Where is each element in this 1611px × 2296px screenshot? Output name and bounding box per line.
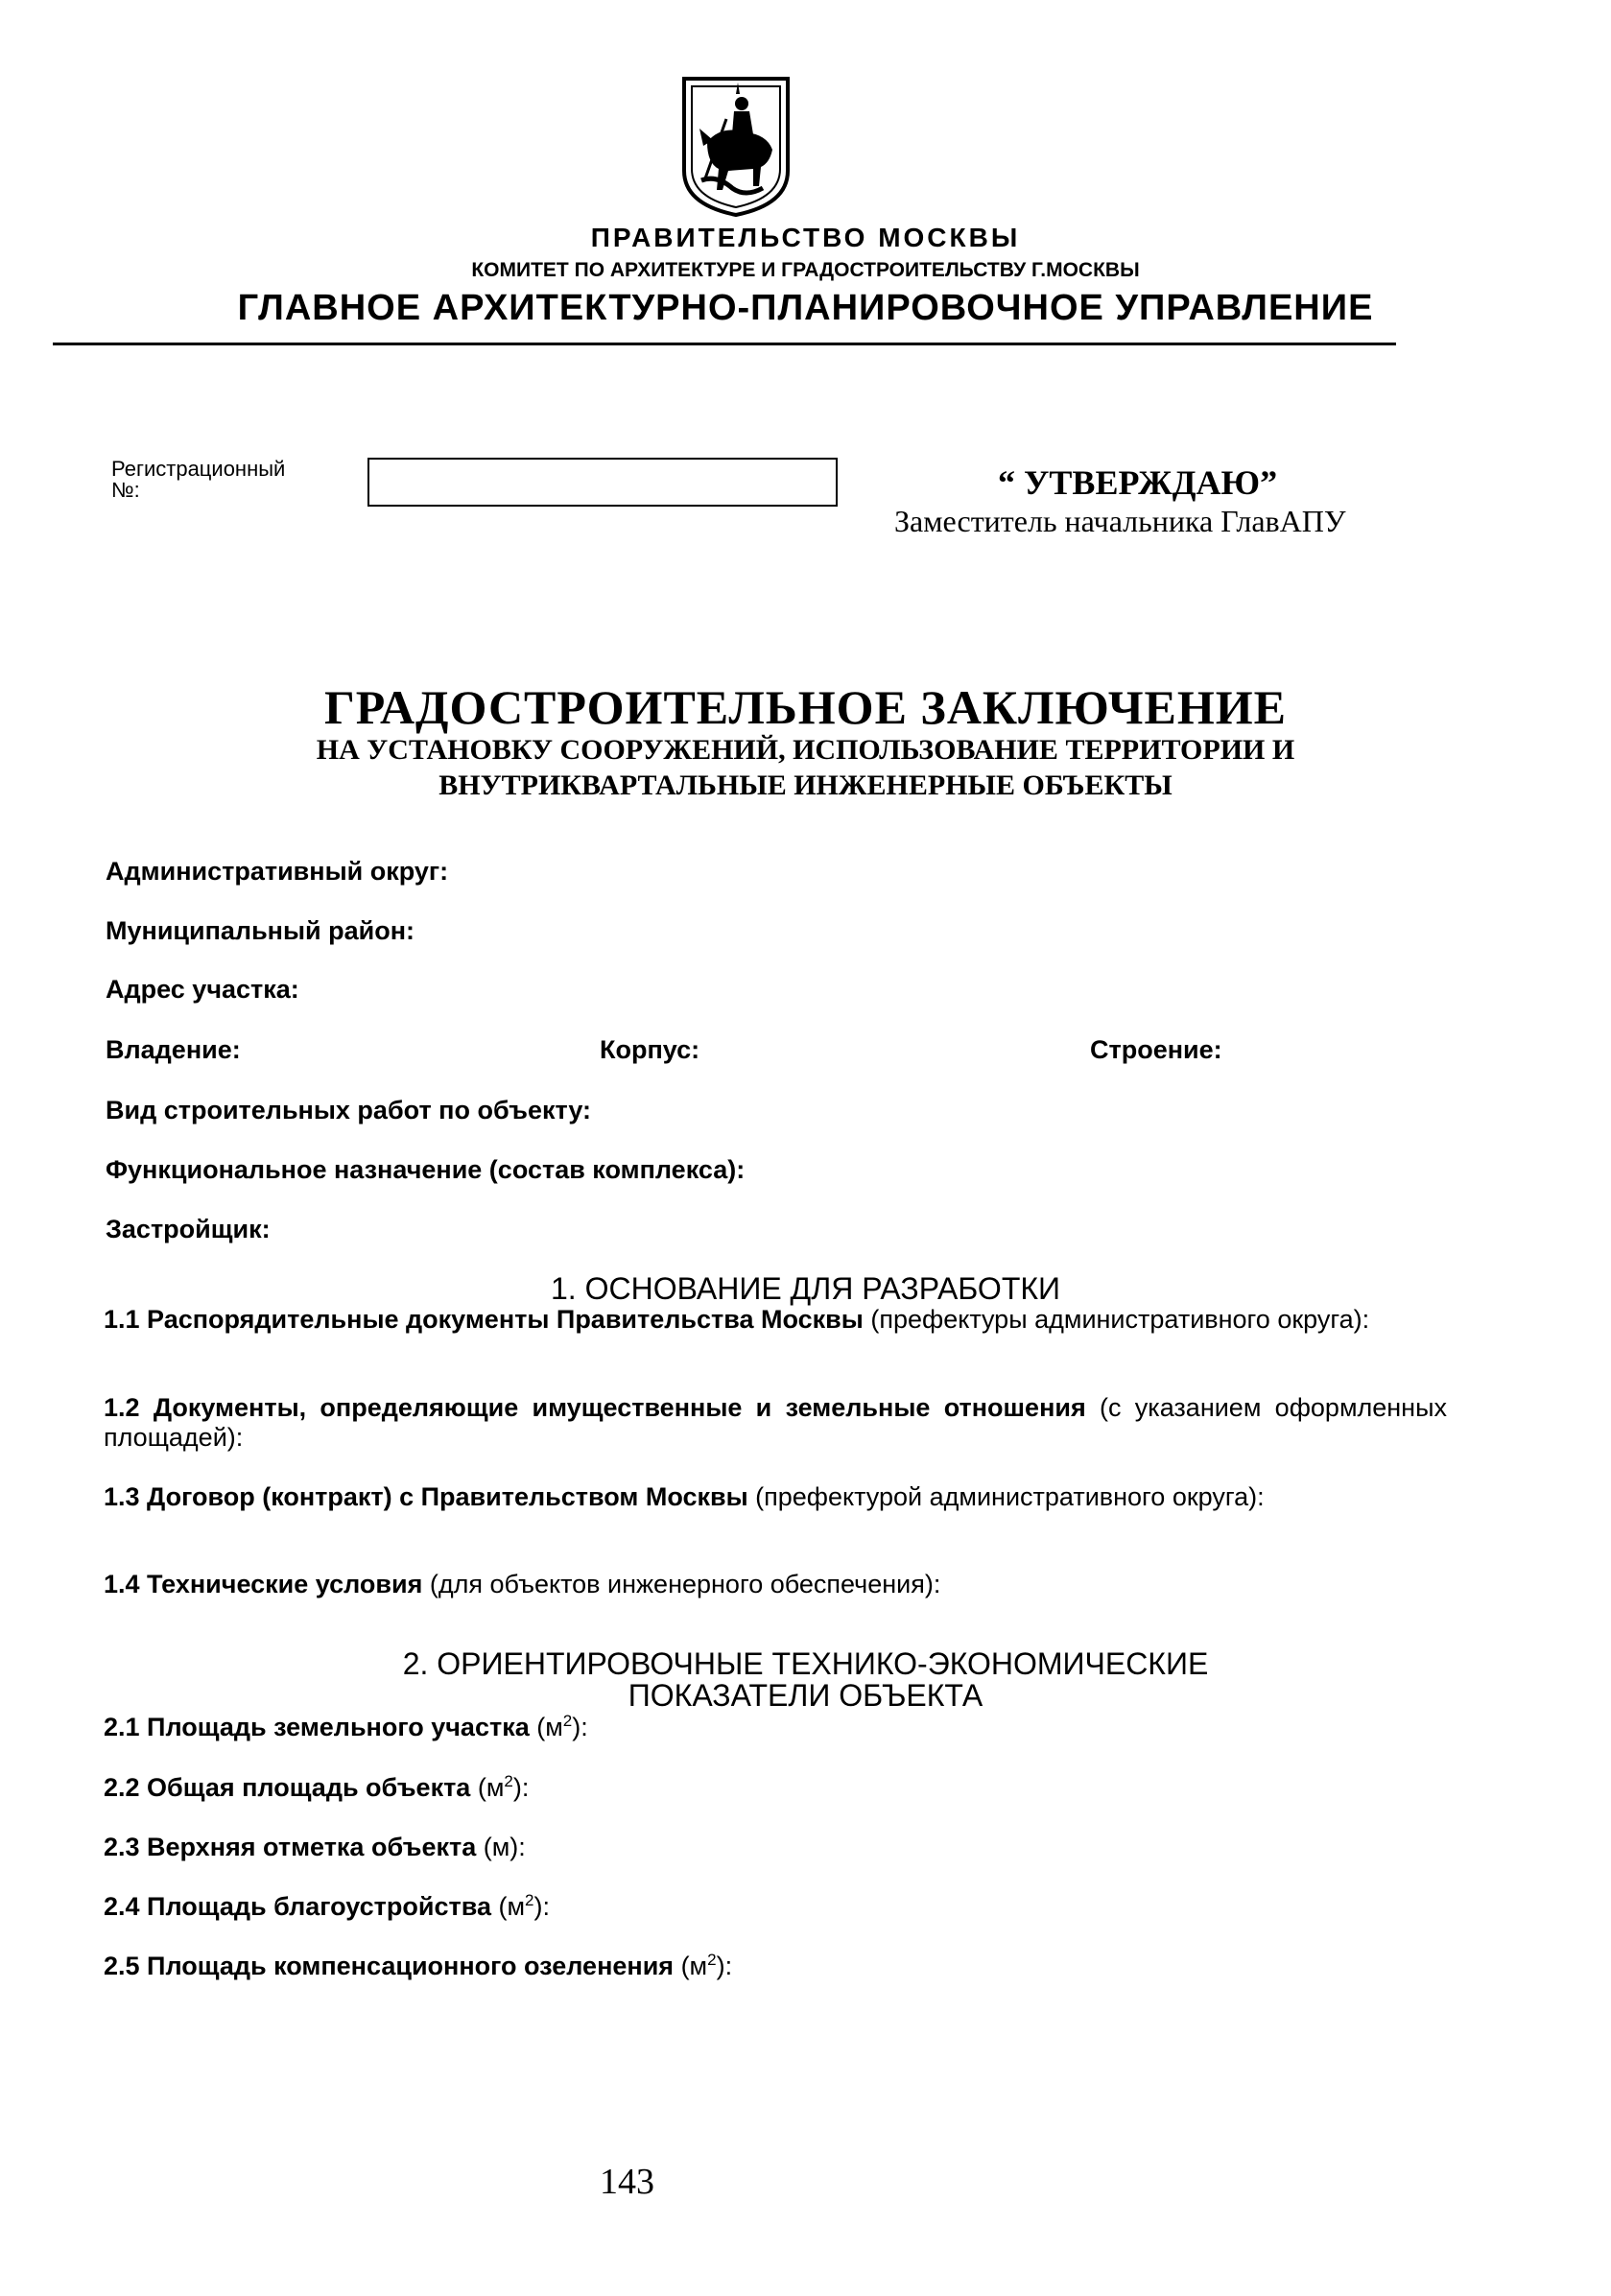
registration-number-field[interactable] (367, 458, 838, 507)
section2-item-2: 2.2 Общая площадь объекта $(м^2)$: (104, 1772, 530, 1802)
approval-title: “ УТВЕРЖДАЮ” (998, 463, 1278, 502)
registration-label: Регистрационный №: (111, 457, 286, 502)
approval-position: Заместитель начальника ГлавАПУ (894, 504, 1346, 538)
section1-item-2: 1.2 Документы, определяющие имущественные и земельные отношения (с указанием оформленных площадей): (104, 1393, 1447, 1452)
section1-item-4: 1.4 Технические условия (для объектов инженерного обеспечения): (104, 1570, 941, 1598)
document-subtitle-line1: НА УСТАНОВКУ СООРУЖЕНИЙ, ИСПОЛЬЗОВАНИЕ ТЕРРИТОРИИ И (316, 734, 1295, 766)
section1-item-1: 1.1 Распорядительные документы Правительства Москвы (префектуры административного округа): (104, 1305, 1370, 1334)
committee-name: КОМИТЕТ ПО АРХИТЕКТУРЕ И ГРАДОСТРОИТЕЛЬСТВУ Г.МОСКВЫ (471, 259, 1140, 281)
section1-title: 1. ОСНОВАНИЕ ДЛЯ РАЗРАБОТКИ (551, 1271, 1060, 1306)
government-name: ПРАВИТЕЛЬСТВО МОСКВЫ (590, 223, 1021, 252)
function-label: Функциональное назначение (состав комплекса): (106, 1155, 746, 1184)
section1-item-3: 1.3 Договор (контракт) с Правительством Москвы (префектурой административного округа): (104, 1482, 1265, 1511)
section2-title-line1: 2. ОРИЕНТИРОВОЧНЫЕ ТЕХНИКО-ЭКОНОМИЧЕСКИЕ (402, 1646, 1209, 1681)
municipal-district-label: Муниципальный район: (106, 916, 415, 945)
building-label: Корпус: (600, 1035, 700, 1064)
document-subtitle-line2: ВНУТРИКВАРТАЛЬНЫЕ ИНЖЕНЕРНЫЕ ОБЪЕКТЫ (438, 769, 1173, 801)
possession-label: Владение: (106, 1035, 241, 1064)
section2-item-1: 2.1 Площадь земельного участка $(м^2)$: (104, 1712, 588, 1741)
admin-district-label: Административный округ: (106, 857, 449, 886)
department-name: ГЛАВНОЕ АРХИТЕКТУРНО-ПЛАНИРОВОЧНОЕ УПРАВЛЕНИЕ (237, 288, 1374, 328)
page-number: 143 (600, 2162, 654, 2202)
site-address-label: Адрес участка: (106, 975, 299, 1004)
section2-item-3: 2.3 Верхняя отметка объекта (м): (104, 1833, 526, 1861)
structure-label: Строение: (1090, 1035, 1222, 1064)
construction-type-label: Вид строительных работ по объекту: (106, 1096, 592, 1124)
section2-item-5: 2.5 Площадь компенсационного озеленения $(м^2)$: (104, 1951, 733, 1980)
moscow-coat-of-arms-icon (678, 75, 794, 219)
document-title: ГРАДОСТРОИТЕЛЬНОЕ ЗАКЛЮЧЕНИЕ (323, 680, 1288, 734)
section2-title-line2: ПОКАЗАТЕЛИ ОБЪЕКТА (628, 1678, 983, 1713)
header-divider (53, 343, 1396, 345)
developer-label: Застройщик: (106, 1215, 271, 1243)
section2-item-4: 2.4 Площадь благоустройства $(м^2)$: (104, 1891, 550, 1921)
